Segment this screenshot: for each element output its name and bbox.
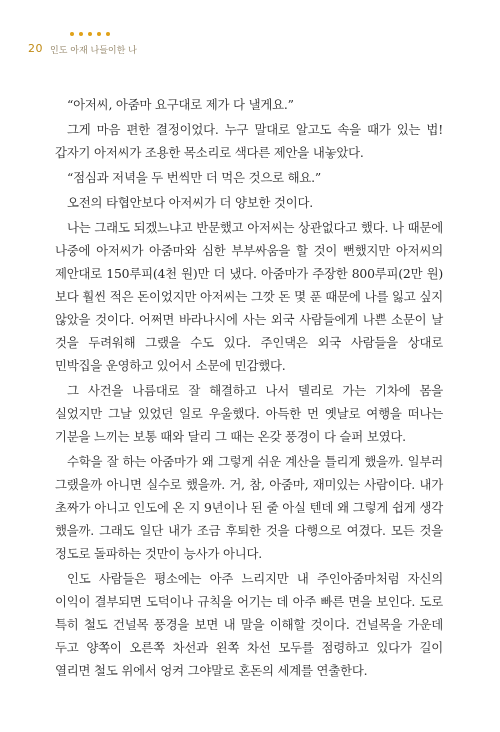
dot-icon (97, 32, 101, 36)
paragraph: 오전의 타협안보다 아저씨가 더 양보한 것이다. (67, 195, 314, 210)
paragraph: “점심과 저녁을 두 번씩만 더 먹은 것으로 해요.” (67, 170, 322, 185)
paragraph: 수학을 잘 하는 아줌마가 왜 그렇게 쉬운 계산을 틀리게 했을까. 일부러 그랬을까 아니면 실수로 했을까. 거, 참, 아줌마, 재미있는 사람이다. 내가 초짜가 아니고 인도에 온 지 9년이나 된 줄 아실 텐데 왜 그렇게 쉽게 생각 했을까. 그래도 일단 내가 조금 후퇴한 것을 다행으로 여겼다. 모든 것을 정도로 돌파하는 것만이 능사가 아니다. (55, 454, 443, 561)
page-number: 20 (28, 42, 43, 55)
paragraph: 인도 사람들은 평소에는 아주 느리지만 내 주인아줌마처럼 자신의 이익이 결부되면 도덕이나 규칙을 어기는 데 아주 빠른 면을 보인다. 도로 특히 철도 건널목 풍경을 보면 내 말을 이해할 것이다. 건널목을 가운데 두고 양쪽이 오른쪽 차선과 왼쪽 차선 모두를 점령하고 있다가 길이 열리면 철도 위에서 엉켜 그야말로 혼돈의 세계를 연출한다. (55, 571, 443, 678)
body-text (55, 93, 443, 684)
page-header (28, 28, 228, 68)
dot-icon (88, 32, 92, 36)
decorative-dots (70, 32, 110, 36)
paragraph: “아저씨, 아줌마 요구대로 제가 다 낼게요.” (67, 97, 294, 112)
paragraph: 그게 마음 편한 결정이었다. 누구 말대로 알고도 속을 때가 있는 법! 갑자기 아저씨가 조용한 목소리로 색다른 제안을 내놓았다. (55, 122, 443, 160)
dot-icon (106, 32, 110, 36)
dot-icon (79, 32, 83, 36)
dot-icon (70, 32, 74, 36)
paragraph: 나는 그래도 되겠느냐고 반문했고 아저씨는 상관없다고 했다. 나 때문에 나중에 아저씨가 아줌마와 심한 부부싸움을 할 것이 뻔했지만 아저씨의 제안대로 150루피(4천 원)만 더 냈다. 아줌마가 주장한 800루피(2만 원)보다 훨씬 적은 돈이었지만 아저씨는 그깟 돈 몇 푼 때문에 나를 잃고 싶지 않았을 것이다. 어쩌면 바라나시에 사는 외국 사람들에게 나쁜 소문이 날 것을 두려워해 그랬을 수도 있다. 주인댁은 외국 사람들을 상대로 민박집을 운영하고 있어서 소문에 민감했다. (55, 220, 443, 373)
paragraph: 그 사건을 나름대로 잘 해결하고 나서 델리로 가는 기차에 몸을 실었지만 그날 있었던 일로 우울했다. 아득한 먼 옛날로 여행을 떠나는 기분을 느끼는 보통 때와 달리 그 때는 온갖 풍경이 다 슬퍼 보였다. (55, 383, 443, 444)
running-title: 인도 아재 나들이한 나 (50, 46, 137, 56)
